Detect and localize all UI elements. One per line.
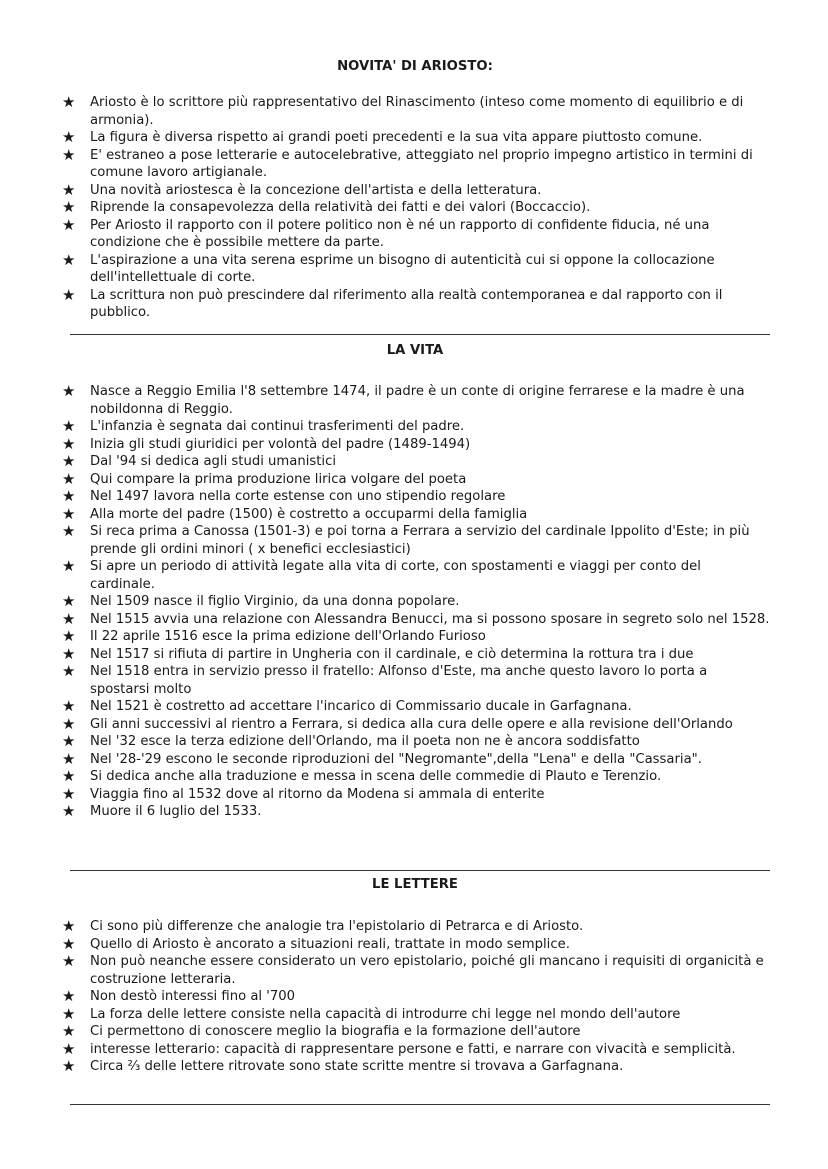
star-icon: ★	[62, 767, 76, 785]
list-item: ★ Ariosto è lo scrittore più rappresentativo del Rinascimento (inteso come momento di equilibrio e di armonia).	[62, 93, 744, 128]
star-icon: ★	[62, 609, 76, 628]
list-item: ★ Si reca prima a Canossa (1501-3) e poi torna a Ferrara a servizio del cardinale Ippolito d'Este; in più prende gli ordini minori ( x benefici ecclesiastici)	[62, 522, 750, 557]
star-icon: ★	[62, 934, 76, 953]
list-item: ★ Una novità ariostesca è la concezione dell'artista e della letteratura.	[62, 180, 542, 199]
star-icon: ★	[62, 784, 76, 803]
list-item: ★ Nasce a Reggio Emilia l'8 settembre 1474, il padre è un conte di origine ferrarese e la madre è una nobildonna di Reggio.	[62, 382, 745, 417]
list-item: ★ L'aspirazione a una vita serena esprime un bisogno di autenticità cui si oppone la collocazione dell'intellettuale di corte.	[62, 250, 715, 285]
star-icon: ★	[62, 487, 76, 505]
star-icon: ★	[62, 215, 76, 234]
list-item: ★ Viaggia fino al 1532 dove al ritorno da Modena si ammala di enterite	[62, 784, 545, 803]
star-icon: ★	[62, 1004, 76, 1023]
star-icon: ★	[62, 452, 76, 470]
star-icon: ★	[62, 93, 76, 111]
list-item: ★ Nel '28-'29 escono le seconde riproduzioni del "Negromante",della "Lena" e della "Cassaria".	[62, 749, 702, 768]
star-icon: ★	[62, 627, 76, 645]
star-icon: ★	[62, 128, 76, 146]
star-icon: ★	[62, 697, 76, 715]
list-item: ★ Ci sono più differenze che analogie tra l'epistolario di Petrarca e di Ariosto.	[62, 917, 584, 935]
list-item: ★ Nel 1518 entra in servizio presso il fratello: Alfonso d'Este, ma anche questo lavoro lo porta a spostarsi molto	[62, 662, 708, 697]
list-item: ★ Dal '94 si dedica agli studi umanistici	[62, 452, 336, 470]
divider	[70, 334, 770, 335]
list-item: ★ Si dedica anche alla traduzione e messa in scena delle commedie di Plauto e Terenzio.	[62, 767, 662, 785]
star-icon: ★	[62, 382, 76, 400]
star-icon: ★	[62, 504, 76, 523]
list-item: ★ La figura è diversa rispetto ai grandi poeti precedenti e la sua vita appare piuttosto comune.	[62, 128, 703, 146]
list-item: ★ Nel 1517 si rifiuta di partire in Ungheria con il cardinale, e ciò determina la rottura tra i due	[62, 644, 694, 663]
list-item: ★ Non destò interessi fino al '700	[62, 987, 296, 1005]
section-title: NOVITA' DI ARIOSTO:	[337, 59, 493, 74]
star-icon: ★	[62, 417, 76, 435]
list-item: ★ La forza delle lettere consiste nella capacità di introdurre chi legge nel mondo dell'autore	[62, 1004, 681, 1023]
divider	[70, 1104, 770, 1105]
bullet-list	[60, 94, 770, 322]
bullet-list	[60, 383, 770, 821]
star-icon: ★	[62, 434, 76, 453]
star-icon: ★	[62, 662, 76, 680]
star-icon: ★	[62, 917, 76, 935]
list-item: ★ Si apre un periodo di attività legate alla vita di corte, con spostamenti e viaggi per conto del cardinale.	[62, 557, 701, 592]
star-icon: ★	[62, 714, 76, 733]
section-title: LA VITA	[386, 343, 444, 358]
star-icon: ★	[62, 749, 76, 768]
list-item: ★ Ci permettono di conoscere meglio la biografia e la formazione dell'autore	[62, 1022, 581, 1040]
star-icon: ★	[62, 198, 76, 216]
star-icon: ★	[62, 285, 76, 304]
star-icon: ★	[62, 1039, 76, 1058]
section-novita	[60, 58, 770, 322]
list-item: ★ Riprende la consapevolezza della relatività dei fatti e dei valori (Boccaccio).	[62, 198, 591, 216]
list-item: ★ Circa ⅔ delle lettere ritrovate sono state scritte mentre si trovava a Garfagnana.	[62, 1057, 624, 1075]
section-la-vita	[60, 342, 770, 821]
list-item: ★ Nel 1509 nasce il figlio Virginio, da una donna popolare.	[62, 592, 460, 610]
list-item: ★ E' estraneo a pose letterarie e autocelebrative, atteggiato nel proprio impegno artistico in termini di comune lavoro artigianale.	[62, 145, 753, 180]
list-item: ★ Nel '32 esce la terza edizione dell'Orlando, ma il poeta non ne è ancora soddisfatto	[62, 732, 640, 750]
star-icon: ★	[62, 1022, 76, 1040]
star-icon: ★	[62, 469, 76, 488]
star-icon: ★	[62, 802, 76, 820]
list-item: ★ La scrittura non può prescindere dal riferimento alla realtà contemporanea e dal rapporto con il pubblico.	[62, 285, 723, 320]
list-item: ★ Nel 1497 lavora nella corte estense con uno stipendio regolare	[62, 487, 506, 505]
list-item: ★ Per Ariosto il rapporto con il potere politico non è né un rapporto di confidente fiducia, né una condizione che è possibile mettere da parte.	[62, 215, 710, 250]
star-icon: ★	[62, 522, 76, 540]
list-item: ★ interesse letterario: capacità di rappresentare persone e fatti, e narrare con vivacità e semplicità.	[62, 1039, 736, 1058]
list-item: ★ Nel 1515 avvia una relazione con Alessandra Benucci, ma si possono sposare in segreto solo nel 1528.	[62, 609, 770, 628]
list-item: ★ Muore il 6 luglio del 1533.	[62, 802, 262, 820]
list-item: ★ Inizia gli studi giuridici per volontà del padre (1489-1494)	[62, 434, 471, 453]
section-title: LE LETTERE	[372, 877, 458, 892]
star-icon: ★	[62, 987, 76, 1005]
star-icon: ★	[62, 644, 76, 663]
star-icon: ★	[62, 592, 76, 610]
star-icon: ★	[62, 145, 76, 164]
list-item: ★ Non può neanche essere considerato un vero epistolario, poiché gli mancano i requisiti di organicità e costruzione letteraria.	[62, 952, 764, 987]
list-item: ★ Quello di Ariosto è ancorato a situazioni reali, trattate in modo semplice.	[62, 934, 570, 953]
section-le-lettere	[60, 876, 770, 1076]
star-icon: ★	[62, 952, 76, 970]
star-icon: ★	[62, 180, 76, 199]
list-item: ★ Qui compare la prima produzione lirica volgare del poeta	[62, 469, 467, 488]
star-icon: ★	[62, 557, 76, 575]
list-item: ★ L'infanzia è segnata dai continui trasferimenti del padre.	[62, 417, 465, 435]
star-icon: ★	[62, 1057, 76, 1075]
list-item: ★ Gli anni successivi al rientro a Ferrara, si dedica alla cura delle opere e alla revisione dell'Orlando	[62, 714, 733, 733]
bullet-list	[60, 918, 770, 1076]
list-item: ★ Nel 1521 è costretto ad accettare l'incarico di Commissario ducale in Garfagnana.	[62, 697, 632, 715]
divider	[70, 870, 770, 871]
star-icon: ★	[62, 732, 76, 750]
list-item: ★ Alla morte del padre (1500) è costretto a occuparmi della famiglia	[62, 504, 528, 523]
list-item: ★ Il 22 aprile 1516 esce la prima edizione dell'Orlando Furioso	[62, 627, 486, 645]
star-icon: ★	[62, 250, 76, 269]
